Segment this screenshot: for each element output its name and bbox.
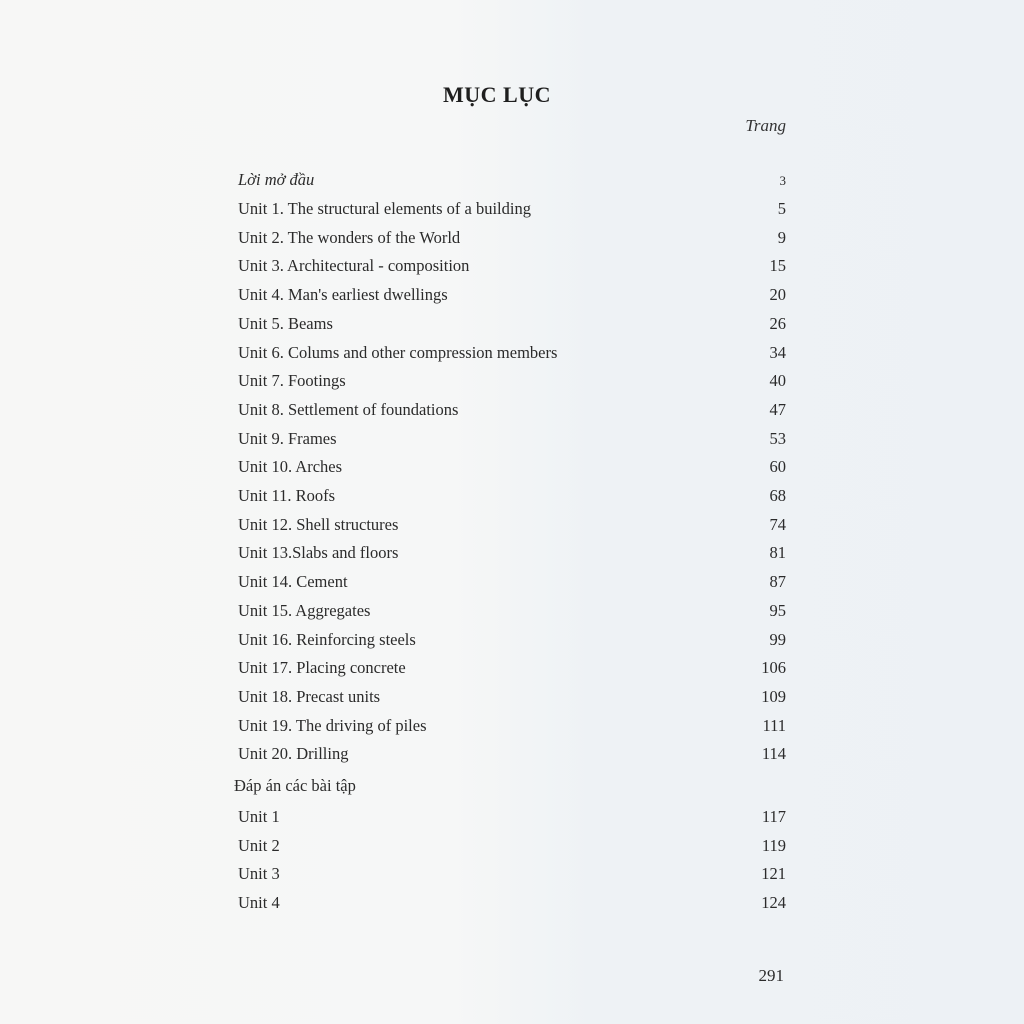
toc-intro-row [238, 170, 786, 194]
toc-entry-label: Unit 9. Frames [238, 428, 337, 448]
answer-entry-page: 121 [761, 864, 786, 884]
toc-entry-label: Unit 15. Aggregates [238, 600, 371, 620]
toc-entry-page: 9 [777, 227, 786, 247]
toc-entry-page: 74 [769, 514, 786, 534]
page-column-label: Trang [745, 116, 786, 135]
page-title: MỤC LỤC [443, 82, 551, 107]
toc-entry-row [238, 343, 786, 367]
toc-entry-label: Unit 17. Placing concrete [238, 658, 406, 678]
toc-entry-label: Unit 14. Cement [238, 572, 348, 592]
toc-entry-page: 26 [769, 313, 786, 333]
toc-entry-page: 60 [769, 457, 786, 477]
answer-entry-page: 124 [761, 893, 786, 913]
toc-entry-row [238, 371, 786, 395]
toc-entry-page: 109 [761, 686, 786, 706]
toc-entry-row [238, 687, 786, 711]
answer-entry-label: Unit 3 [238, 864, 280, 884]
toc-entry-page: 3 [779, 173, 786, 188]
toc-entry-label: Unit 8. Settlement of foundations [238, 399, 459, 419]
toc-entry-page: 5 [777, 199, 786, 218]
toc-entry-page: 111 [762, 715, 786, 735]
toc-entry-page: 34 [769, 342, 786, 362]
answer-entry-label: Unit 1 [238, 807, 280, 826]
toc-entry-page: 40 [769, 371, 786, 391]
toc-entry-row [238, 457, 786, 481]
toc-entry-page: 68 [769, 486, 786, 505]
toc-entry-row [238, 285, 786, 309]
toc-entry-label: Unit 1. The structural elements of a building [238, 199, 531, 218]
toc-entry-page: 99 [769, 629, 786, 649]
toc-entry-row [238, 314, 786, 338]
toc-entry-page: 106 [761, 658, 786, 678]
toc-entry-label: Unit 19. The driving of piles [238, 715, 427, 735]
toc-entry-row [238, 658, 786, 682]
toc-entry-row [238, 256, 786, 280]
toc-entry-label: Lời mở đầu [238, 170, 315, 189]
toc-entry-label: Unit 10. Arches [238, 457, 343, 477]
toc-entry-label: Unit 18. Precast units [238, 686, 381, 706]
toc-entry-label: Unit 6. Colums and other compression members [238, 342, 558, 362]
toc-entry-row [238, 716, 786, 740]
toc-entry-page: 114 [761, 744, 786, 764]
answer-entry-label: Unit 2 [238, 835, 280, 855]
toc-entry-page: 15 [769, 256, 786, 276]
toc-entry-row [238, 572, 786, 596]
toc-entry-label: Unit 12. Shell structures [238, 514, 399, 534]
toc-entry-row [238, 543, 786, 567]
toc-entry-label: Unit 7. Footings [238, 371, 346, 391]
toc-entry-row [238, 199, 786, 223]
toc-entry-label: Unit 3. Architectural - composition [238, 256, 470, 276]
answers-heading: Đáp án các bài tập [234, 776, 356, 795]
answer-entry-page: 119 [761, 835, 786, 855]
answer-entry-row [238, 864, 786, 888]
toc-entry-page: 20 [769, 285, 786, 305]
toc-entry-label: Unit 16. Reinforcing steels [238, 629, 416, 649]
toc-entry-page: 53 [769, 428, 786, 448]
answer-entry-row [238, 807, 786, 831]
toc-entry-label: Unit 2. The wonders of the World [238, 227, 461, 247]
toc-entry-page: 87 [769, 572, 786, 592]
toc-entry-row [238, 630, 786, 654]
answer-entry-row [238, 836, 786, 860]
toc-entry-label: Unit 13.Slabs and floors [238, 543, 399, 563]
toc-entry-label: Unit 20. Drilling [238, 744, 349, 764]
toc-entry-row [238, 515, 786, 539]
answer-entry-page: 117 [761, 807, 786, 826]
toc-entry-row [238, 429, 786, 453]
answer-entry-row [238, 893, 786, 917]
toc-entry-label: Unit 4. Man's earliest dwellings [238, 285, 448, 305]
answer-entry-label: Unit 4 [238, 893, 280, 913]
toc-entry-page: 47 [769, 399, 786, 419]
toc-entry-row [238, 486, 786, 510]
toc-entry-label: Unit 5. Beams [238, 313, 333, 333]
toc-entry-row [238, 228, 786, 252]
toc-entry-label: Unit 11. Roofs [238, 486, 336, 505]
toc-entry-page: 95 [769, 600, 786, 620]
toc-entry-page: 81 [769, 543, 786, 563]
toc-entry-row [238, 601, 786, 625]
page-number: 291 [758, 966, 784, 985]
toc-entry-row [238, 400, 786, 424]
toc-entry-row [238, 744, 786, 768]
